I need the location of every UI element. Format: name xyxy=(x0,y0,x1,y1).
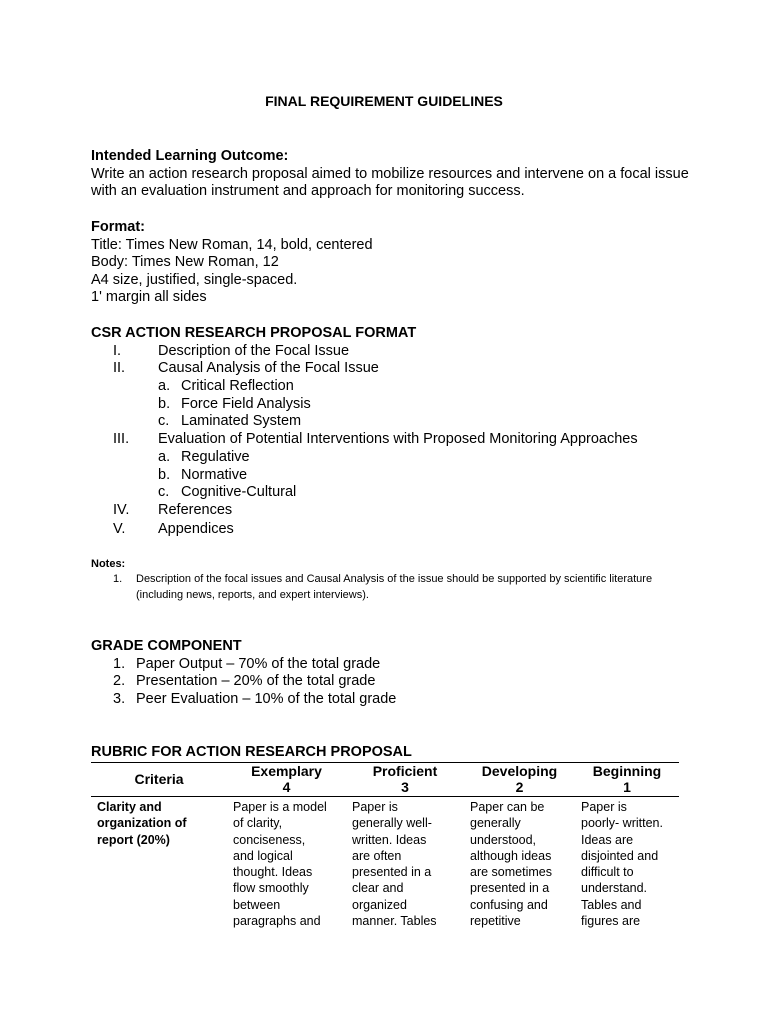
outline-number: IV. xyxy=(113,501,130,518)
rubric-cell-developing xyxy=(464,797,575,930)
outline-subitem xyxy=(91,396,711,414)
cell-line: understood, xyxy=(470,832,537,847)
cell-line: Clarity and xyxy=(97,800,162,814)
cell-line: organization of xyxy=(97,816,187,831)
rubric-row xyxy=(91,797,679,930)
cell-line: flow smoothly xyxy=(233,881,309,896)
cell-line: presented in a xyxy=(470,881,550,896)
grade-item xyxy=(91,691,691,709)
outline-item xyxy=(91,343,711,361)
subitem-letter: b. xyxy=(158,395,171,412)
outline-number: I. xyxy=(113,342,122,359)
cell-line: repetitive xyxy=(470,914,521,929)
format-line: Title: Times New Roman, 14, bold, centered xyxy=(91,236,373,253)
cell-line: Paper is xyxy=(352,800,398,814)
ilo-section xyxy=(91,148,691,201)
rubric-cell-exemplary xyxy=(227,797,346,930)
notes-heading: Notes: xyxy=(91,558,126,570)
cell-line: of clarity, xyxy=(233,816,283,831)
subitem-text: Regulative xyxy=(181,448,250,465)
cell-line: Paper can be xyxy=(470,800,545,814)
column-score: 3 xyxy=(401,779,409,795)
cell-line: figures are xyxy=(581,914,641,929)
cell-line: understand. xyxy=(581,881,648,896)
note-text: Description of the focal issues and Causal Analysis of the issue should be supported by scientific literature (including news, reports, and expert interviews). xyxy=(136,573,653,601)
outline-item xyxy=(91,502,711,520)
grade-text: Peer Evaluation – 10% of the total grade xyxy=(136,691,397,708)
cell-line: and logical xyxy=(233,848,293,863)
grade-number: 3. xyxy=(113,691,126,708)
subitem-letter: b. xyxy=(158,466,171,483)
outline-item xyxy=(91,431,711,449)
cell-line: although ideas xyxy=(470,848,552,863)
grade-number: 2. xyxy=(113,673,126,690)
cell-line: are often xyxy=(352,848,402,863)
cell-line: difficult to xyxy=(581,865,634,880)
rubric-header-row xyxy=(91,763,679,797)
column-label: Criteria xyxy=(134,771,184,787)
cell-line: disjointed and xyxy=(581,848,659,863)
subitem-text: Force Field Analysis xyxy=(181,395,311,412)
outline-subitem xyxy=(91,484,711,502)
outline-text: Causal Analysis of the Focal Issue xyxy=(158,360,379,377)
note-item xyxy=(91,571,711,603)
grade-item xyxy=(91,656,691,674)
cell-line: between xyxy=(233,897,281,912)
cell-line: generally xyxy=(470,816,521,831)
column-score: 4 xyxy=(282,779,291,795)
cell-line: generally well- xyxy=(352,816,432,831)
cell-line: clear and xyxy=(352,881,404,896)
outline-subitem xyxy=(91,413,711,431)
cell-line: Paper is a model xyxy=(233,800,327,814)
column-label: Beginning xyxy=(592,763,662,779)
rubric-column-header xyxy=(227,763,346,797)
grade-item xyxy=(91,673,691,691)
cell-line: report (20%) xyxy=(97,832,170,847)
column-label: Proficient xyxy=(372,763,438,779)
outline-subitem xyxy=(91,449,711,467)
outline-text: Evaluation of Potential Interventions with Proposed Monitoring Approaches xyxy=(158,431,638,448)
subitem-letter: a. xyxy=(158,448,171,465)
cell-line: thought. Ideas xyxy=(233,865,313,880)
outline-item xyxy=(91,521,711,539)
rubric-table xyxy=(91,762,679,929)
csr-section xyxy=(91,325,711,538)
cell-line: conciseness, xyxy=(233,832,306,847)
subitem-letter: c. xyxy=(158,413,170,430)
grade-text: Presentation – 20% of the total grade xyxy=(136,673,376,690)
cell-line: are sometimes xyxy=(470,865,552,880)
outline-item xyxy=(91,360,711,378)
rubric-criteria-cell xyxy=(91,797,227,930)
cell-line: poorly- written. xyxy=(581,816,663,831)
grade-section xyxy=(91,638,691,709)
subitem-text: Critical Reflection xyxy=(181,378,294,395)
outline-subitem xyxy=(91,378,711,396)
rubric-heading: RUBRIC FOR ACTION RESEARCH PROPOSAL xyxy=(91,744,412,760)
column-label: Exemplary xyxy=(251,763,322,779)
cell-line: manner. Tables xyxy=(352,914,437,929)
grade-number: 1. xyxy=(113,655,126,672)
format-line: Body: Times New Roman, 12 xyxy=(91,254,279,271)
rubric-column-header xyxy=(575,763,679,797)
notes-section xyxy=(91,557,711,603)
cell-line: Ideas are xyxy=(581,832,634,847)
cell-line: organized xyxy=(352,897,407,912)
subitem-text: Laminated System xyxy=(181,413,302,430)
ilo-heading: Intended Learning Outcome: xyxy=(91,148,289,164)
rubric-cell-beginning xyxy=(575,797,679,930)
document-title: FINAL REQUIREMENT GUIDELINES xyxy=(265,93,503,109)
cell-line: Paper is xyxy=(581,800,627,814)
outline-text: References xyxy=(158,501,233,518)
format-line: A4 size, justified, single-spaced. xyxy=(91,271,298,288)
cell-line: paragraphs and xyxy=(233,914,321,929)
format-section xyxy=(91,219,691,307)
subitem-text: Normative xyxy=(181,466,248,483)
grade-text: Paper Output – 70% of the total grade xyxy=(136,655,381,672)
column-score: 2 xyxy=(515,779,524,795)
outline-number: III. xyxy=(113,431,130,448)
outline-number: II. xyxy=(113,360,126,377)
cell-line: written. Ideas xyxy=(352,832,427,847)
rubric-cell-proficient xyxy=(346,797,464,930)
column-label: Developing xyxy=(481,763,558,779)
rubric-column-header xyxy=(346,763,464,797)
rubric-column-header xyxy=(91,763,227,797)
cell-line: presented in a xyxy=(352,865,432,880)
csr-heading: CSR ACTION RESEARCH PROPOSAL FORMAT xyxy=(91,325,417,341)
outline-text: Appendices xyxy=(158,520,234,537)
format-line: 1' margin all sides xyxy=(91,289,207,306)
cell-line: confusing and xyxy=(470,897,548,912)
note-number: 1. xyxy=(113,573,123,585)
ilo-body: Write an action research proposal aimed to mobilize resources and intervene on a focal issue with an evaluation instrument and approach for monitoring success. xyxy=(91,165,689,200)
cell-line: Tables and xyxy=(581,897,642,912)
format-heading: Format: xyxy=(91,219,145,235)
rubric-column-header xyxy=(464,763,575,797)
subitem-letter: c. xyxy=(158,484,170,501)
subitem-text: Cognitive-Cultural xyxy=(181,484,297,501)
outline-subitem xyxy=(91,467,711,485)
subitem-letter: a. xyxy=(158,378,171,395)
column-score: 1 xyxy=(623,779,631,795)
outline-text: Description of the Focal Issue xyxy=(158,342,350,359)
grade-heading: GRADE COMPONENT xyxy=(91,638,242,654)
outline-number: V. xyxy=(113,520,126,537)
